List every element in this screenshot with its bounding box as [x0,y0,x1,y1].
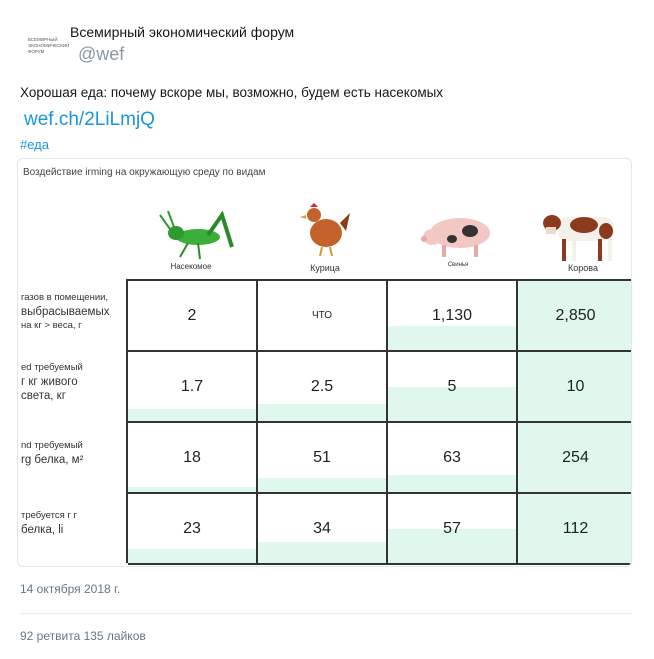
tweet-link[interactable]: wef.ch/2LiLmjQ [24,109,155,130]
cell-value: 51 [313,448,331,466]
cow-icon [540,203,626,263]
table-cell [518,352,632,423]
cell-value: ЧТО [311,310,333,321]
pig-icon [418,209,498,259]
row3-line2: rg белка, м² [21,454,84,466]
row1-line1: газов в помещении, [21,292,109,303]
row4-line1: требуется г г [21,510,78,521]
comparison-table [126,279,631,563]
table-cell [128,281,258,352]
table-cell [258,281,388,352]
table-cell [518,281,632,352]
cell-fill [388,475,516,492]
table-cell [518,423,632,494]
tweet-text: Хорошая еда: почему вскоре мы, возможно, будем есть насекомых [20,85,444,100]
table-cell [258,352,388,423]
cell-fill [388,326,516,350]
table-cell [518,494,632,565]
row2-line2: г кг живого [21,376,78,388]
cell-fill [128,549,256,563]
tweet-media-image[interactable] [17,158,632,567]
insect-label: Насекомое [170,262,212,271]
divider [20,613,632,614]
tweet-date[interactable]: 14 октября 2018 г. [20,582,121,596]
table-cell [258,494,388,565]
chicken-icon [296,201,352,257]
logo-line-2: ЭКОНОМИЧЕСКИЙ [28,43,70,48]
cell-value: 18 [183,448,201,466]
row-label-1 [21,291,126,333]
logo-line-3: ФОРУМ [28,49,45,54]
author-handle[interactable]: @wef [78,44,125,64]
cell-fill [258,542,386,563]
cell-value: 57 [443,519,461,537]
author-name[interactable]: Всемирный экономический форум [70,24,295,40]
cell-fill [128,409,256,421]
cell-fill [258,478,386,492]
table-cell [388,352,518,423]
infographic-title: Воздействие irming на окружающую среду по видам [23,167,266,178]
cow-label: Корова [568,263,598,273]
table-cell [128,423,258,494]
table-cell [388,281,518,352]
cell-value: 2,850 [555,306,596,324]
pig-label: Свинья [447,262,469,268]
row4-line2: белка, li [21,524,64,536]
grasshopper-icon [158,207,238,263]
cell-value: 34 [313,519,331,537]
cell-value: 254 [562,448,589,466]
table-cell [388,494,518,565]
chicken-label: Курица [310,263,340,273]
cell-value: 2.5 [310,377,334,395]
table-cell [258,423,388,494]
row-label-4 [21,509,126,537]
row2-line3: света, кг [21,390,66,402]
logo-line-1: ВСЕМИРНЫЙ [28,37,58,42]
row1-line3: на кг > веса, г [21,320,82,331]
cell-value: 2 [187,306,197,324]
row-label-2 [21,361,126,403]
row2-line1: ed требуемый [21,362,83,373]
hashtag-link[interactable]: #еда [20,137,49,152]
table-cell [128,494,258,565]
cell-value: 10 [566,377,585,395]
table-cell [128,352,258,423]
row1-line2: выбрасываемых [21,306,110,318]
cell-fill [128,487,256,492]
cell-fill [258,404,386,421]
cell-value: 1.7 [180,377,204,395]
cell-value: 1,130 [431,306,473,324]
cell-value: 23 [183,519,201,537]
tweet-stats[interactable]: 92 ретвита 135 лайков [20,629,146,643]
cell-value: 112 [562,519,589,537]
row3-line1: nd требуемый [21,440,83,451]
cell-value: 63 [443,448,461,466]
table-cell [388,423,518,494]
row-label-3 [21,439,126,467]
cell-value: 5 [447,377,457,395]
wef-logo-avatar[interactable] [20,24,70,68]
